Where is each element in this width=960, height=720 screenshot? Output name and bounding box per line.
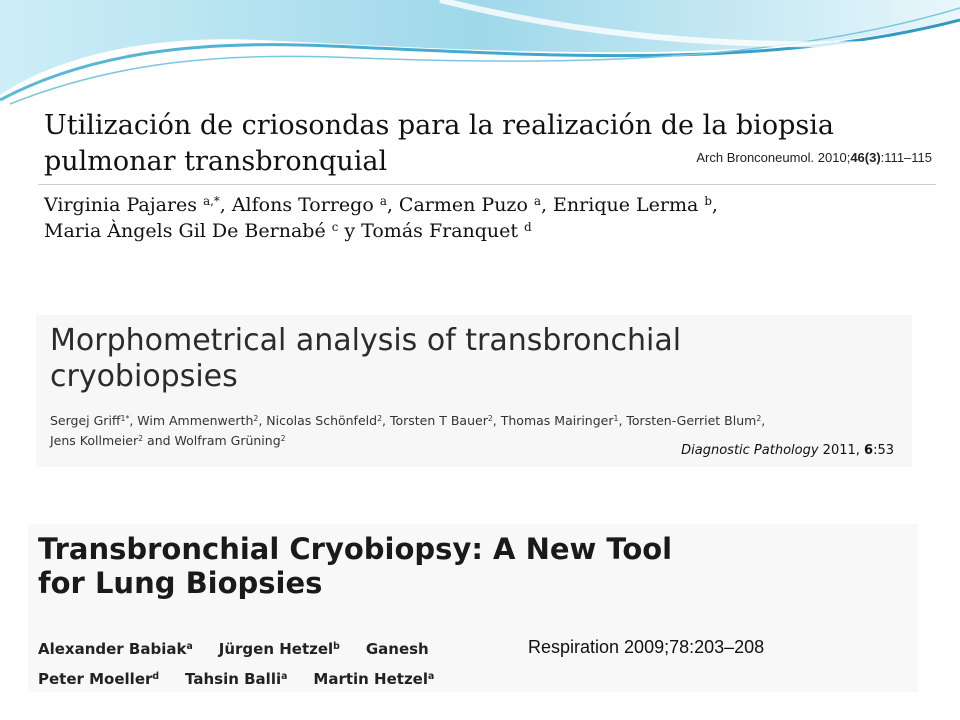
author-separator: y <box>338 220 362 242</box>
author-affiliation: a <box>379 193 387 208</box>
author: Carmen Puzo <box>398 194 528 216</box>
author-affiliation: 2 <box>487 413 493 423</box>
paper3-journal-citation: Respiration 2009;78:203–208 <box>524 632 768 662</box>
author-affiliation: d <box>152 670 160 682</box>
author-affiliation: 2 <box>138 433 144 443</box>
author: Wim Ammenwerth <box>137 413 254 428</box>
author-affiliation: 2 <box>280 433 286 443</box>
author-separator: , <box>711 194 718 216</box>
paper1-title: Utilización de criosondas para la realización de la biopsia pulmonar transbronquial <box>44 110 834 177</box>
author-separator: , <box>618 413 627 428</box>
paper1-journal-prefix: Arch Bronconeumol. 2010; <box>696 150 851 165</box>
author: Torsten-Gerriet Blum <box>626 413 757 428</box>
author-separator: , <box>258 413 267 428</box>
author-affiliation: a <box>186 640 193 652</box>
author-separator: and <box>143 433 175 448</box>
author-affiliation: a,* <box>203 193 220 208</box>
author: Tahsin Balli <box>185 670 282 688</box>
author: Sergej Griff <box>50 413 121 428</box>
author-separator: , <box>386 194 399 216</box>
paper2-journal-year: 2011, <box>818 443 865 458</box>
paper1-journal-citation <box>696 150 932 165</box>
paper2-journal-pages: :53 <box>873 443 894 458</box>
author-affiliation: 2 <box>756 413 762 423</box>
paper-card-1 <box>38 100 936 250</box>
author-affiliation: 1* <box>120 413 130 423</box>
author: Virginia Pajares <box>44 194 198 216</box>
author: Wolfram Grüning <box>174 433 281 448</box>
author: Jürgen Hetzel <box>218 640 334 658</box>
paper3-authors <box>38 634 908 694</box>
author-affiliation: 2 <box>377 413 382 423</box>
paper-card-2 <box>36 315 912 467</box>
author: Alfons Torrego <box>231 194 374 216</box>
paper3-title-line1: Transbronchial Cryobiopsy: A New Tool <box>38 532 673 566</box>
author: Alexander Babiak <box>38 640 187 658</box>
paper2-title-line1: Morphometrical analysis of transbronchial <box>50 323 682 358</box>
paper1-journal-pages: :111–115 <box>880 150 932 165</box>
paper1-divider <box>38 184 936 185</box>
paper2-journal-volume: 6 <box>864 443 874 458</box>
author-separator: , <box>382 413 390 428</box>
author-separator: , <box>540 194 554 216</box>
author: Maria Àngels Gil De Bernabé <box>44 220 326 242</box>
wave-fill <box>0 0 960 95</box>
paper2-title <box>50 323 900 395</box>
author: Nicolas Schönfeld <box>266 413 378 428</box>
paper2-journal-citation <box>681 443 894 458</box>
paper1-journal-issue: (3) <box>864 150 881 165</box>
author: Torsten T Bauer <box>389 413 488 428</box>
paper-card-3 <box>28 524 918 692</box>
author-affiliation: a <box>533 193 541 208</box>
author: Martin Hetzel <box>313 670 428 688</box>
author: Thomas Mairinger <box>500 413 614 428</box>
paper3-title-line2: for Lung Biopsies <box>38 566 323 600</box>
paper3-title <box>38 532 908 600</box>
paper1-journal-volume: 46 <box>850 150 865 165</box>
paper2-journal-name: Diagnostic Pathology <box>681 443 819 458</box>
header-wave-banner <box>0 0 960 110</box>
author-affiliation: b <box>704 193 712 208</box>
author-affiliation: c <box>331 219 339 234</box>
author-separator: , <box>129 413 138 428</box>
author: Tomás Franquet <box>361 220 519 242</box>
author-affiliation: b <box>333 640 340 652</box>
paper2-title-line2: cryobiopsies <box>50 359 238 394</box>
author-separator: , <box>492 413 501 428</box>
paper1-authors <box>44 192 924 244</box>
author: Peter Moeller <box>38 670 153 688</box>
author-affiliation: 2 <box>253 413 259 423</box>
author: Jens Kollmeier <box>50 433 139 448</box>
author-affiliation: a <box>281 670 288 682</box>
author: Enrique Lerma <box>553 194 699 216</box>
author-affiliation: d <box>524 219 532 234</box>
author: Ganesh <box>365 640 429 658</box>
author-affiliation: 1 <box>613 413 619 423</box>
author-separator: , <box>761 413 766 428</box>
author-separator: , <box>219 194 232 216</box>
author-affiliation: a <box>428 670 435 682</box>
